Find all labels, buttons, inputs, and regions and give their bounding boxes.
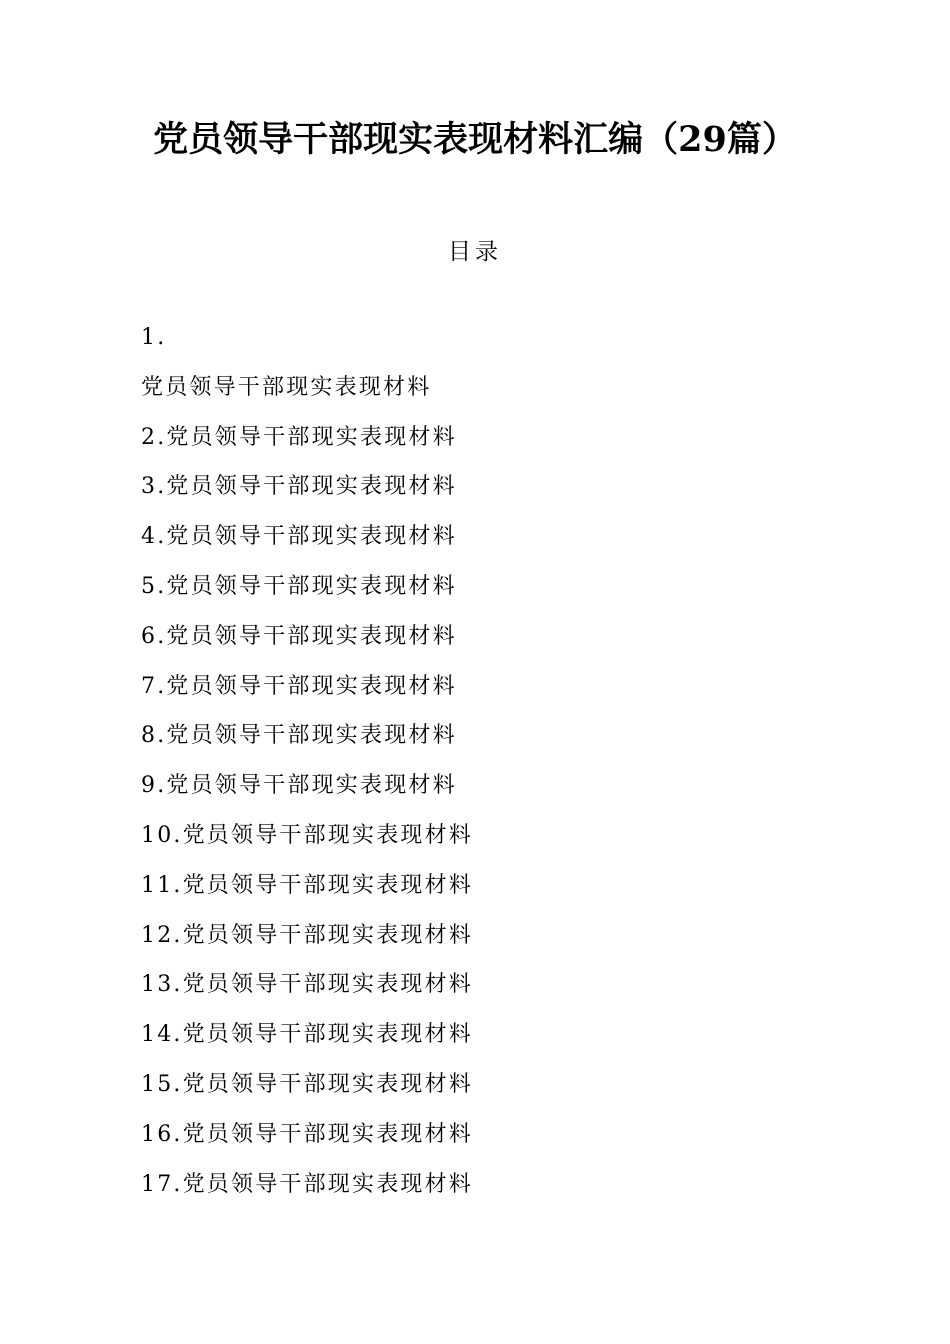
toc-item: 16.党员领导干部现实表现材料 [141, 1121, 473, 1147]
toc-item: 9.党员领导干部现实表现材料 [141, 773, 457, 799]
toc-item: 5.党员领导干部现实表现材料 [141, 573, 457, 599]
toc-item: 8.党员领导干部现实表现材料 [141, 723, 457, 749]
toc-item: 15.党员领导干部现实表现材料 [141, 1071, 473, 1097]
toc-item: 党员领导干部现实表现材料 [141, 374, 432, 400]
toc-item: 17.党员领导干部现实表现材料 [141, 1171, 473, 1197]
toc-item: 2.党员领导干部现实表现材料 [141, 424, 457, 450]
toc-item: 11.党员领导干部现实表现材料 [141, 872, 473, 898]
toc-item: 14.党员领导干部现实表现材料 [141, 1022, 473, 1048]
document-title: 党员领导干部现实表现材料汇编（29篇） [153, 119, 797, 160]
toc-item: 4.党员领导干部现实表现材料 [141, 524, 457, 550]
toc-item: 7.党员领导干部现实表现材料 [141, 673, 457, 699]
toc-item: 13.党员领导干部现实表现材料 [141, 972, 473, 998]
toc-item: 1. [141, 325, 167, 350]
toc-list [141, 313, 473, 1209]
toc-item: 10.党员领导干部现实表现材料 [141, 822, 473, 848]
toc-item: 12.党员领导干部现实表现材料 [141, 922, 473, 948]
toc-item: 6.党员领导干部现实表现材料 [141, 623, 457, 649]
toc-item: 3.党员领导干部现实表现材料 [141, 474, 457, 500]
toc-heading: 目录 [448, 239, 502, 265]
